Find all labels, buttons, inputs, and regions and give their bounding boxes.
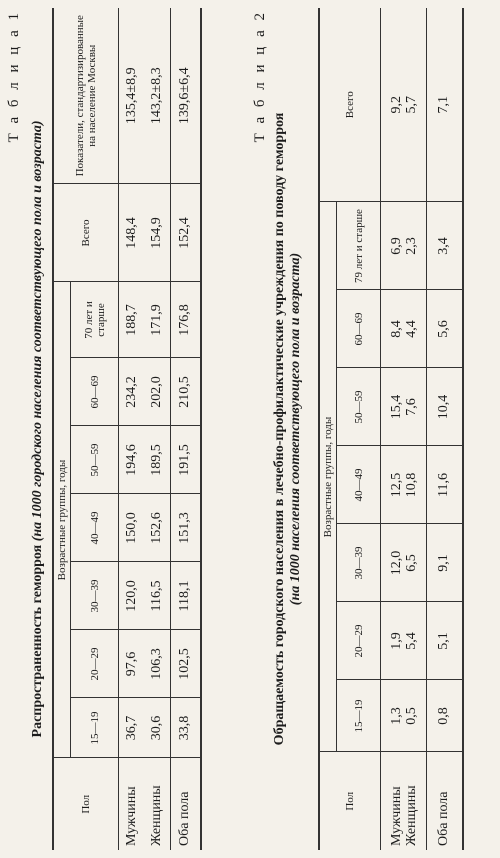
cell-std: 135,4±8,9 [119,8,145,184]
cell: 191,5 [171,426,201,494]
table2-subtitle: (на 1000 населения соответствующего пола и возраста) [288,252,303,606]
cell-total: 152,4 [171,184,201,282]
cell-value: 10,8 [403,472,419,498]
cell-value: 1,3 [388,707,404,725]
cell: 234,2 [119,358,145,426]
table1-age-col: 70 лет и старше [71,282,119,358]
cell: 106,3 [145,630,171,698]
table2-col-total: Всего [319,8,381,202]
cell: 118,1 [171,562,201,630]
cell [381,524,427,602]
row-sex: Мужчины [119,758,145,850]
table2-caption [272,10,304,848]
cell-total: 154,9 [145,184,171,282]
cell [381,602,427,680]
cell: 188,7 [119,282,145,358]
table1-col-std: Показатели, стандартизированные на население Москвы [53,8,119,184]
table1-age-col: 60—69 [71,358,119,426]
table1-label: Т а б л и ц а 1 [6,10,22,143]
cell-value: 12,5 [388,472,404,498]
cell-value: 7,6 [403,398,419,416]
table2-age-col: 50—59 [337,368,381,446]
cell [381,446,427,524]
table1-col-sex: Пол [80,794,92,814]
row-sex: Оба пола [427,752,463,850]
cell-total [381,8,427,202]
table2-age-col: 40—49 [337,446,381,524]
cell: 11,6 [427,446,463,524]
cell-std: 139,6±6,4 [171,8,201,184]
cell: 0,8 [427,680,463,752]
table1-col-total: Всего [53,184,119,282]
table1-age-col: 50—59 [71,426,119,494]
row-sex: Женщины [403,785,419,846]
cell [381,368,427,446]
cell: 150,0 [119,494,145,562]
cell-value: 12,0 [388,550,404,576]
table1-subtitle: (на 1000 городского населения соответствующего пола и возраста) [30,120,45,542]
cell: 5,1 [427,602,463,680]
cell: 202,0 [145,358,171,426]
table-row [381,8,427,850]
cell: 97,6 [119,630,145,698]
table1-age-col: 20—29 [71,630,119,698]
cell-std: 143,2±8,3 [145,8,171,184]
table1-title: Распространенность геморроя [30,544,45,738]
table2-age-col: 20—29 [337,602,381,680]
cell-value: 6,9 [388,237,404,255]
table2-age-col: 60—69 [337,290,381,368]
table1 [52,8,202,850]
cell: 189,5 [145,426,171,494]
cell-total: 7,1 [427,8,463,202]
cell [381,202,427,290]
cell-value: 9,2 [388,96,404,114]
table1-age-col: 15—19 [71,698,119,758]
table1-group-header: Возрастные группы, годы [53,282,71,758]
table2 [318,8,464,850]
cell: 33,8 [171,698,201,758]
cell-value: 6,5 [403,554,419,572]
cell [381,290,427,368]
row-sex-stack [381,752,427,850]
cell-total: 148,4 [119,184,145,282]
table2-age-col: 30—39 [337,524,381,602]
table1-age-col: 30—39 [71,562,119,630]
cell [381,680,427,752]
row-sex: Оба пола [171,758,201,850]
cell: 10,4 [427,368,463,446]
table2-title: Обращаемость городского населения в лечебно-профилактические учреждения по поводу геморроя [272,112,287,746]
cell: 116,5 [145,562,171,630]
table2-age-col: 15—19 [337,680,381,752]
cell-value: 15,4 [388,394,404,420]
cell: 151,3 [171,494,201,562]
table2-age-col: 79 лет и старше [337,202,381,290]
table-row [171,8,201,850]
cell: 152,6 [145,494,171,562]
cell: 30,6 [145,698,171,758]
row-sex: Женщины [149,785,165,846]
cell-value: 0,5 [403,707,419,725]
table2-group-header: Возрастные группы, годы [319,202,337,752]
cell: 176,8 [171,282,201,358]
cell-value: 5,7 [403,96,419,114]
cell: 210,5 [171,358,201,426]
row-sex: Мужчины [388,786,404,846]
cell-value: 1,9 [388,632,404,650]
table2-col-sex: Пол [344,791,356,811]
table1-age-col: 40—49 [71,494,119,562]
cell: 3,4 [427,202,463,290]
table-row [119,8,145,850]
cell-value: 5,4 [403,632,419,650]
cell: 120,0 [119,562,145,630]
table2-label: Т а б л и ц а 2 [252,10,268,143]
cell: 102,5 [171,630,201,698]
cell: 194,6 [119,426,145,494]
cell: 171,9 [145,282,171,358]
cell-value: 4,4 [403,320,419,338]
table1-caption [30,10,46,848]
cell: 5,6 [427,290,463,368]
cell: 9,1 [427,524,463,602]
cell-value: 2,3 [403,237,419,255]
table-row [145,8,171,850]
cell-value: 8,4 [388,320,404,338]
cell: 36,7 [119,698,145,758]
table-row [427,8,463,850]
